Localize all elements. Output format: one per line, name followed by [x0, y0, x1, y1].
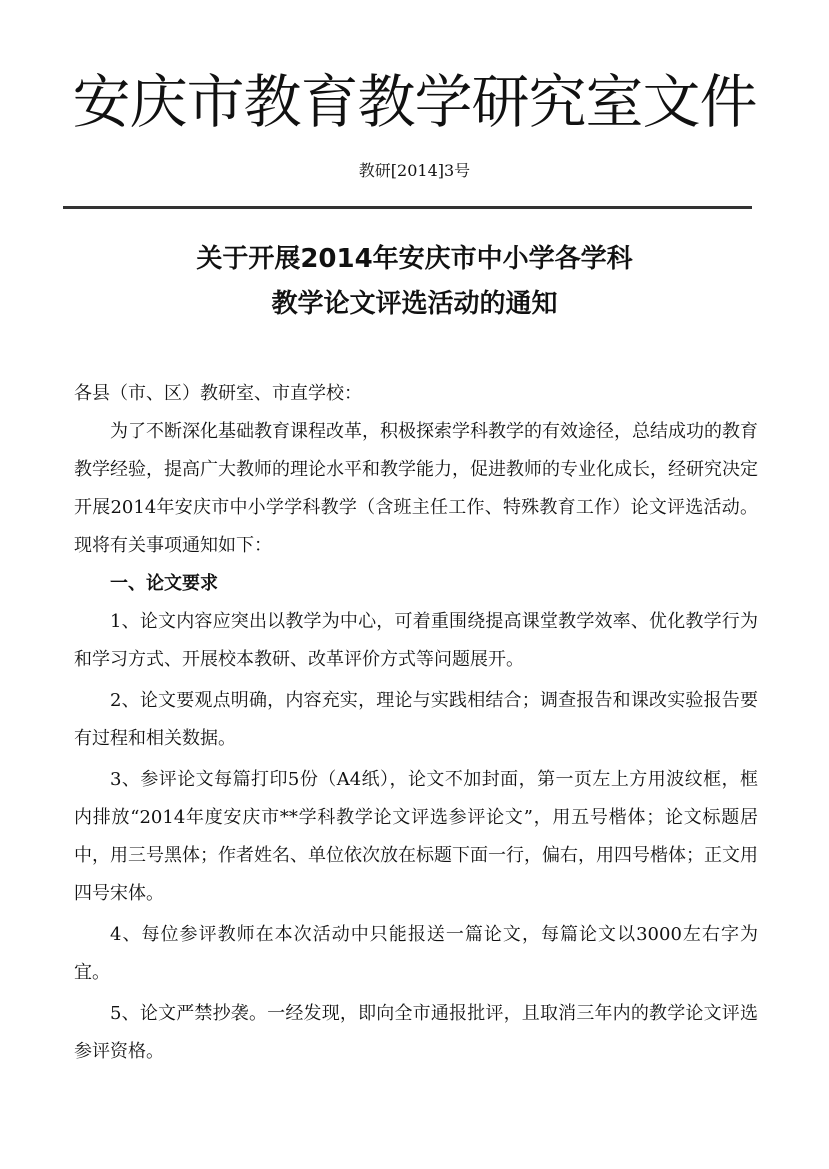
notice-body: [74, 375, 758, 1071]
requirement-item-4: 4、每位参评教师在本次活动中只能报送一篇论文，每篇论文以3000左右字为宜。: [74, 924, 758, 983]
notice-title-line-2: 教学论文评选活动的通知: [271, 289, 558, 319]
requirement-item-2: 2、论文要观点明确，内容充实，理论与实践相结合；调查报告和课改实验报告要有过程和相关数据。: [74, 690, 758, 749]
requirement-item-1: 1、论文内容应突出以教学为中心，可着重围绕提高课堂教学效率、优化教学行为和学习方式、开展校本教研、改革评价方式等问题展开。: [74, 611, 758, 670]
issuer-header-title: 安庆市教育教学研究室文件: [72, 68, 757, 136]
notice-title-line-1: 关于开展2014年安庆市中小学各学科: [196, 244, 633, 274]
requirement-item-5: 5、论文严禁抄袭。一经发现，即向全市通报批评，且取消三年内的教学论文评选参评资格。: [74, 1003, 758, 1062]
salutation: 各县（市、区）教研室、市直学校：: [74, 383, 362, 404]
header-divider: [63, 206, 752, 209]
document-number: 教研[2014]3号: [358, 161, 471, 180]
intro-paragraph: 为了不断深化基础教育课程改革，积极探索学科教学的有效途径，总结成功的教育教学经验，提高广大教师的理论水平和教学能力，促进教师的专业化成长，经研究决定开展2014年安庆市中小学学科教学（含班主任工作、特殊教育工作）论文评选活动。现将有关事项通知如下：: [74, 421, 758, 556]
section-heading: 一、论文要求: [110, 573, 218, 594]
requirement-item-3: 3、参评论文每篇打印5份（A4纸），论文不加封面，第一页左上方用波纹框，框内排放“2014年度安庆市**学科教学论文评选参评论文”，用五号楷体；论文标题居中，用三号黑体；作者姓名、单位依次放在标题下面一行，偏右，用四号楷体；正文用四号宋体。: [74, 769, 758, 904]
